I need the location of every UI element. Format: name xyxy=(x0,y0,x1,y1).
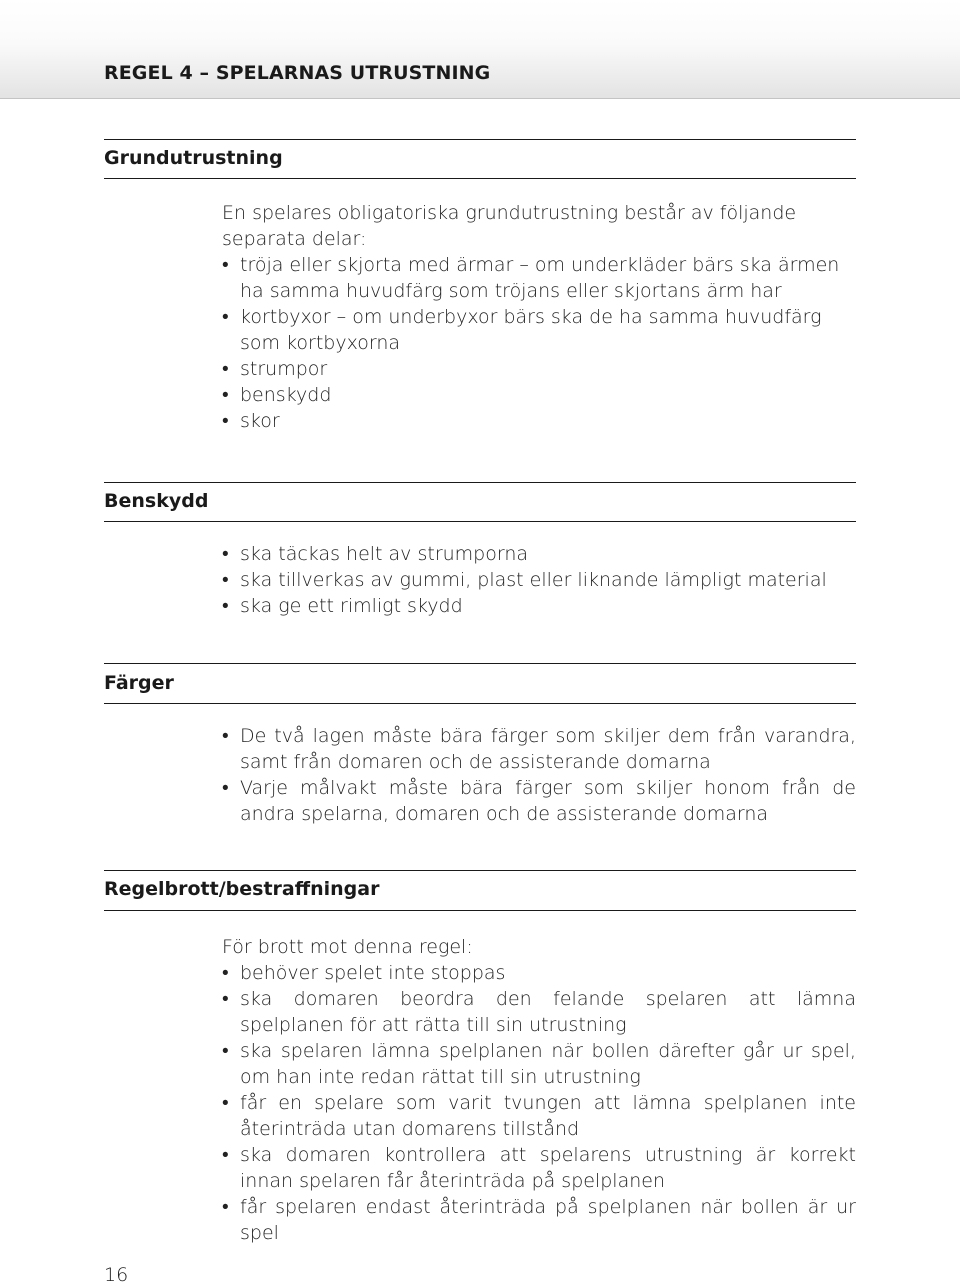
list-item xyxy=(222,1090,856,1142)
bullet-icon: • xyxy=(222,543,229,565)
section-title-farger: Färger xyxy=(104,672,174,694)
section-title-benskydd: Benskydd xyxy=(104,490,209,512)
bullet-icon: • xyxy=(222,1040,229,1062)
bullet-icon: • xyxy=(222,358,229,380)
section-top-rule xyxy=(104,139,856,140)
chapter-title: REGEL 4 – SPELARNAS UTRUSTNING xyxy=(104,62,491,84)
list-item xyxy=(222,960,856,986)
list-item xyxy=(222,408,856,434)
section-bottom-rule xyxy=(104,703,856,704)
list-item xyxy=(222,252,856,304)
bullet-list xyxy=(222,252,856,434)
section-title-regelbrott: Regelbrott/bestraffningar xyxy=(104,878,380,900)
section-top-rule xyxy=(104,663,856,664)
list-item-text: behöver spelet inte stoppas xyxy=(240,962,506,984)
section-bottom-rule xyxy=(104,521,856,522)
list-item-text: ska domaren kontrollera att spelarens utrustning är korrekt innan spelaren får återinträda på spelplanen xyxy=(240,1144,856,1192)
list-item xyxy=(222,382,856,408)
section-top-rule xyxy=(104,482,856,483)
list-item-text: får spelaren endast återinträda på spelplanen när bollen är ur spel xyxy=(240,1196,856,1244)
bullet-icon: • xyxy=(222,1092,229,1114)
list-item-text: kortbyxor – om underbyxor bärs ska de ha samma huvudfärg som kortbyxorna xyxy=(240,306,822,354)
list-item-text: ska spelaren lämna spelplanen när bollen därefter går ur spel, om han inte redan rättat till sin utrustning xyxy=(240,1040,856,1088)
section-body-benskydd xyxy=(222,541,856,619)
list-item xyxy=(222,1038,856,1090)
list-item-text: ska ge ett rimligt skydd xyxy=(240,595,463,617)
section-body-regelbrott xyxy=(222,934,856,1246)
list-item-text: ska domaren beordra den felande spelaren att lämna spelplanen för att rätta till sin utrustning xyxy=(240,988,856,1036)
list-item xyxy=(222,723,856,775)
bullet-icon: • xyxy=(222,962,229,984)
bullet-icon: • xyxy=(222,384,229,406)
list-item-text: ska tillverkas av gummi, plast eller liknande lämpligt material xyxy=(240,569,827,591)
bullet-icon: • xyxy=(222,725,229,747)
list-item xyxy=(222,986,856,1038)
section-bottom-rule xyxy=(104,910,856,911)
list-item xyxy=(222,593,856,619)
list-item xyxy=(222,541,856,567)
bullet-icon: • xyxy=(222,1144,229,1166)
bullet-icon: • xyxy=(222,306,229,328)
section-body-farger xyxy=(222,723,856,827)
section-body-grundutrustning xyxy=(222,200,856,434)
list-item-text: skor xyxy=(240,410,280,432)
list-item-text: ska täckas helt av strumporna xyxy=(240,543,529,565)
section-intro: En spelares obligatoriska grundutrustning består av följande separata delar: xyxy=(222,202,797,250)
section-intro: För brott mot denna regel: xyxy=(222,936,473,958)
list-item-text: Varje målvakt måste bära färger som skiljer honom från de andra spelarna, domaren och de assisterande domarna xyxy=(240,777,856,825)
list-item xyxy=(222,304,856,356)
list-item xyxy=(222,567,856,593)
chapter-header xyxy=(0,0,960,99)
bullet-icon: • xyxy=(222,569,229,591)
bullet-icon: • xyxy=(222,1196,229,1218)
bullet-icon: • xyxy=(222,777,229,799)
bullet-list xyxy=(222,960,856,1246)
list-item-text: benskydd xyxy=(240,384,332,406)
list-item xyxy=(222,356,856,382)
list-item-text: strumpor xyxy=(240,358,328,380)
bullet-list xyxy=(222,541,856,619)
bullet-icon: • xyxy=(222,988,229,1010)
list-item-text: får en spelare som varit tvungen att lämna spelplanen inte återinträda utan domarens tillstånd xyxy=(240,1092,856,1140)
section-title-grundutrustning: Grundutrustning xyxy=(104,147,283,169)
bullet-icon: • xyxy=(222,595,229,617)
page-number: 16 xyxy=(104,1264,129,1286)
bullet-icon: • xyxy=(222,410,229,432)
bullet-icon: • xyxy=(222,254,229,276)
list-item-text: tröja eller skjorta med ärmar – om underkläder bärs ska ärmen ha samma huvudfärg som tröjans eller skjortans ärm har xyxy=(240,254,840,302)
bullet-list xyxy=(222,723,856,827)
section-top-rule xyxy=(104,870,856,871)
list-item xyxy=(222,1194,856,1246)
list-item xyxy=(222,775,856,827)
list-item-text: De två lagen måste bära färger som skiljer dem från varandra, samt från domaren och de assisterande domarna xyxy=(240,725,856,773)
section-bottom-rule xyxy=(104,178,856,179)
list-item xyxy=(222,1142,856,1194)
